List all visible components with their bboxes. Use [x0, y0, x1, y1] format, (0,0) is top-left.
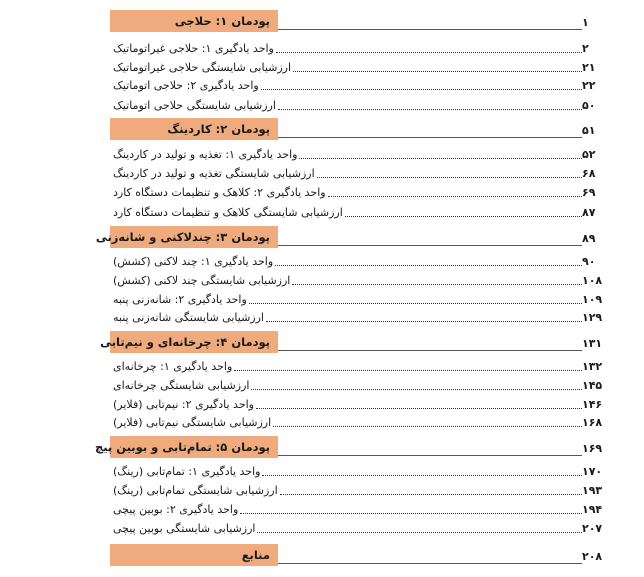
toc-entry-row[interactable] — [110, 165, 612, 181]
dot-leader — [249, 302, 582, 304]
page-number: ۵۱ — [582, 124, 596, 137]
entry-title: واحد یادگیری ۲: شانه‌زنی پنبه — [113, 293, 247, 306]
entry-title: ارزشیابی شایستگی بوبین پیچی — [113, 522, 256, 535]
dot-leader — [278, 244, 582, 246]
entry-title: واحد یادگیری ۱: چرخانه‌ای — [113, 360, 233, 373]
dot-leader — [278, 28, 582, 30]
toc-entry-row[interactable] — [110, 309, 612, 325]
entry-title: واحد یادگیری ۲: بوبین پیچی — [113, 503, 239, 516]
toc-module-row[interactable] — [95, 226, 612, 248]
entry-title: ارزشیابی شایستگی چند لاکنی (کشش) — [113, 274, 291, 287]
page-number: ۸۷ — [582, 206, 596, 219]
toc-entry-row[interactable] — [110, 184, 612, 200]
entry-title: واحد یادگیری ۲: نیم‌تابی (فلایر) — [113, 398, 254, 411]
dot-leader — [266, 320, 582, 322]
toc-module-row[interactable] — [94, 436, 612, 458]
module-title: پودمان ۱: حلاجی — [110, 10, 278, 32]
dot-leader — [278, 454, 582, 456]
toc-entry-row[interactable] — [110, 40, 612, 56]
entry-title: واحد یادگیری ۲: کلاهک و تنظیمات دستگاه کارد — [113, 186, 326, 199]
toc-entry-row[interactable] — [110, 97, 612, 113]
toc-entry-row[interactable] — [110, 463, 612, 479]
page-number: ۱۷۰ — [582, 465, 603, 478]
toc-module-row[interactable] — [110, 544, 612, 566]
page-number: ۵۰ — [582, 99, 596, 112]
toc-module-row[interactable] — [110, 118, 612, 140]
entry-title: ارزشیابی شایستگی شانه‌زنی پنبه — [113, 311, 264, 324]
dot-leader — [328, 195, 582, 197]
dot-leader — [273, 425, 582, 427]
page-number: ۲۰۷ — [582, 522, 603, 535]
module-title: پودمان ۴: چرخانه‌ای و نیم‌تابی — [110, 331, 278, 353]
dot-leader — [317, 176, 582, 178]
toc-entry-row[interactable] — [110, 501, 612, 517]
toc-entry-row[interactable] — [110, 396, 612, 412]
entry-title: واحد یادگیری ۲: حلاجی اتوماتیک — [113, 79, 259, 92]
page-number: ۱۶۹ — [582, 442, 603, 455]
page-number: ۱۳۱ — [582, 337, 603, 350]
entry-title: واحد یادگیری ۱: حلاجی غیراتوماتیک — [113, 42, 274, 55]
entry-title: ارزشیابی شایستگی تمام‌تابی (رینگ) — [113, 484, 278, 497]
module-title: پودمان ۲: کاردینگ — [110, 118, 278, 140]
page-number: ۸۹ — [582, 232, 596, 245]
dot-leader — [275, 264, 582, 266]
entry-title: واحد یادگیری ۱: تمام‌تابی (رینگ) — [113, 465, 261, 478]
entry-title: واحد یادگیری ۱: چند لاکنی (کشش) — [113, 255, 274, 268]
dot-leader — [278, 108, 582, 110]
dot-leader — [280, 493, 582, 495]
entry-title: ارزشیابی شایستگی کلاهک و تنظیمات دستگاه کارد — [113, 206, 343, 219]
page-number: ۹۰ — [582, 255, 596, 268]
page-number: ۲۲ — [582, 79, 596, 92]
toc-entry-row[interactable] — [110, 377, 612, 393]
entry-title: ارزشیابی شایستگی حلاجی غیراتوماتیک — [113, 61, 292, 74]
page-number: ۶۸ — [582, 167, 596, 180]
toc-entry-row[interactable] — [110, 291, 612, 307]
page-number: ۱۹۳ — [582, 484, 603, 497]
page-number: ۱۴۶ — [582, 398, 603, 411]
toc-entry-row[interactable] — [110, 77, 612, 93]
dot-leader — [293, 70, 582, 72]
page-number: ۵۲ — [582, 148, 596, 161]
dot-leader — [292, 283, 582, 285]
dot-leader — [261, 88, 582, 90]
toc-entry-row[interactable] — [110, 482, 612, 498]
page-number: ۱۴۵ — [582, 379, 603, 392]
entry-title: واحد یادگیری ۱: تغذیه و تولید در کاردینگ — [113, 148, 298, 161]
page-number: ۱۰۹ — [582, 293, 603, 306]
toc-entry-row[interactable] — [110, 146, 612, 162]
toc-entry-row[interactable] — [110, 204, 612, 220]
page-number: ۱ — [582, 16, 589, 29]
dot-leader — [256, 407, 582, 409]
page-number: ۲ — [582, 42, 589, 55]
toc-entry-row[interactable] — [110, 272, 612, 288]
page-number: ۲۰۸ — [582, 550, 603, 563]
page-number: ۱۶۸ — [582, 416, 603, 429]
dot-leader — [278, 136, 582, 138]
page-number: ۱۳۲ — [582, 360, 603, 373]
entry-title: ارزشیابی شایستگی حلاجی اتوماتیک — [113, 99, 276, 112]
dot-leader — [234, 369, 582, 371]
entry-title: ارزشیابی شایستگی نیم‌تابی (فلایر) — [113, 416, 272, 429]
dot-leader — [262, 474, 582, 476]
dot-leader — [278, 349, 582, 351]
dot-leader — [257, 531, 582, 533]
dot-leader — [251, 388, 582, 390]
page-number: ۱۰۸ — [582, 274, 603, 287]
toc-entry-row[interactable] — [110, 358, 612, 374]
module-title: پودمان ۳: چندلاکنی و شانه‌زنی — [110, 226, 278, 248]
page-number: ۲۱ — [582, 61, 596, 74]
page-number: ۱۲۹ — [582, 311, 603, 324]
entry-title: ارزشیابی شایستگی چرخانه‌ای — [113, 379, 250, 392]
dot-leader — [276, 51, 582, 53]
toc-entry-row[interactable] — [110, 520, 612, 536]
dot-leader — [240, 512, 582, 514]
page-number: ۱۹۴ — [582, 503, 603, 516]
dot-leader — [345, 215, 582, 217]
dot-leader — [278, 562, 582, 564]
toc-entry-row[interactable] — [110, 253, 612, 269]
toc-module-row[interactable] — [110, 10, 612, 32]
dot-leader — [299, 157, 582, 159]
toc-entry-row[interactable] — [110, 414, 612, 430]
toc-module-row[interactable] — [100, 331, 612, 353]
module-title: منابع — [110, 544, 278, 566]
toc-entry-row[interactable] — [110, 59, 612, 75]
entry-title: ارزشیابی شایستگی تغذیه و تولید در کاردینگ — [113, 167, 315, 180]
module-title: پودمان ۵: تمام‌تابی و بوبین پیچ — [110, 436, 278, 458]
page-number: ۶۹ — [582, 186, 596, 199]
